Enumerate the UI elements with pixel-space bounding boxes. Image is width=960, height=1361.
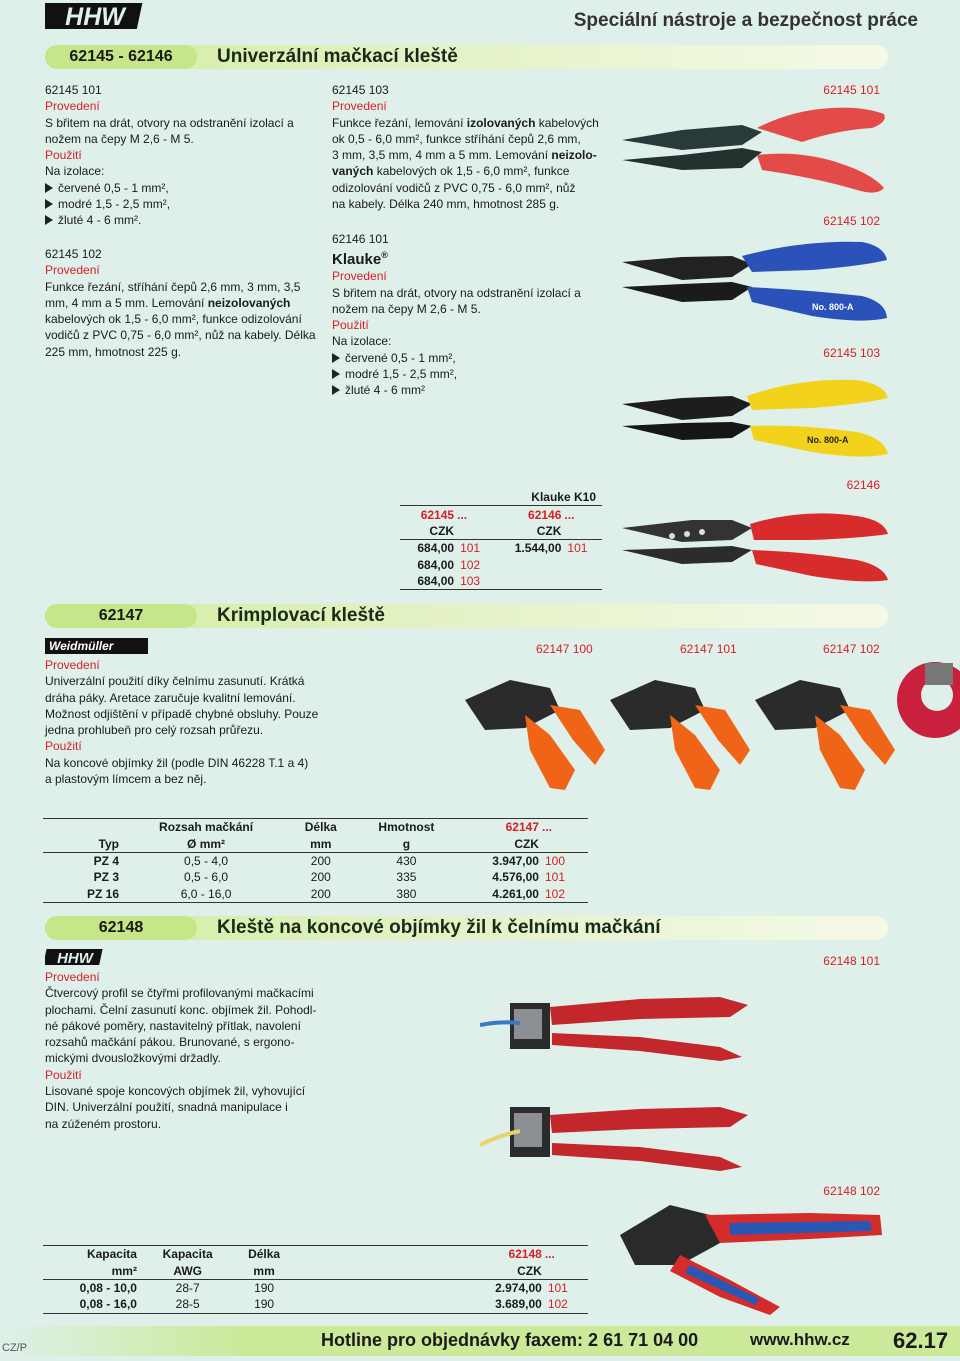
- pouziti-label: Použití: [45, 148, 82, 163]
- section-bar-62148: [45, 916, 888, 940]
- image-label: 62148 102: [823, 1184, 880, 1198]
- provedeni-label: Provedení: [45, 263, 100, 278]
- desc-line: dráha páky. Aretace zaručuje kvalitní lemování.: [45, 690, 296, 705]
- desc-line: a plastovým límcem a bez něj.: [45, 772, 207, 787]
- footer-web[interactable]: www.hhw.cz: [750, 1330, 850, 1349]
- image-label: 62147 101: [680, 642, 737, 656]
- item-code: 62145 102: [45, 247, 102, 261]
- svg-text:No. 800-A: No. 800-A: [807, 435, 849, 445]
- item-62146-101: [332, 231, 612, 399]
- desc-line: Na koncové objímky žil (podle DIN 46228 T.1 a 4): [45, 755, 309, 770]
- provedeni-label: Provedení: [332, 269, 387, 284]
- item-62145-101: [45, 82, 315, 229]
- arrow-right-icon: [332, 353, 340, 363]
- desc-line: S břitem na drát, otvory na odstranění izolací a: [332, 285, 581, 300]
- section-code: 62145 - 62146: [45, 45, 197, 69]
- color-line: modré 1,5 - 2,5 mm²,: [332, 366, 612, 382]
- section3-text: [45, 969, 335, 1132]
- crimper-red-blue-image: [610, 1195, 890, 1320]
- table-row: 0,08 - 16,0 28-5 190 3.689,00 102: [43, 1296, 588, 1313]
- crimper-orange-image: [745, 670, 905, 800]
- section-title: Univerzální mačkací kleště: [217, 46, 458, 67]
- arrow-right-icon: [45, 215, 53, 225]
- table-row: 0,08 - 10,0 28-7 190 2.974,00 101: [79, 1280, 568, 1295]
- desc-line: mickými dvousložkovými držadly.: [45, 1051, 221, 1066]
- svg-text:No. 800-A: No. 800-A: [812, 302, 854, 312]
- provedeni-label: Provedení: [45, 970, 100, 984]
- footer-lang: CZ/P: [2, 1342, 28, 1354]
- image-label: 62148 101: [823, 954, 880, 968]
- desc-line: na zúženém prostoru.: [45, 1116, 162, 1131]
- price-table-62147: Rozsah mačkání Délka Hmotnost 62147 ... Typ Ø mm² mm g CZK PZ 4 0,5 - 4,0 200 430 3.947,00 100 PZ 3 0,5 - 6,0 200 335 4.576,00 101 PZ 16 6,0 - 16,0 200 380 4.261,00 102: [43, 818, 588, 903]
- item-code: 62145 101: [45, 83, 102, 97]
- item-62145-103: [332, 82, 612, 212]
- desc-line: mm, 4 mm a 5 mm. Lemování neizolovaných: [45, 295, 291, 310]
- section-title: Krimplovací kleště: [217, 605, 385, 626]
- color-line: žluté 4 - 6 mm².: [45, 212, 315, 228]
- desc-line: Funkce řezání, lemování izolovaných kabelových: [332, 115, 599, 130]
- arrow-right-icon: [332, 369, 340, 379]
- table-row: PZ 16 6,0 - 16,0 200 380 4.261,00 102: [43, 886, 588, 903]
- crimper-yellow-image: [622, 368, 892, 468]
- section-bar-62145: [45, 45, 888, 69]
- desc-line: rozsahů mačkání pákou. Brunované, s ergono-: [45, 1035, 295, 1050]
- color-line: červené 0,5 - 1 mm²,: [332, 350, 612, 366]
- desc-line: Možnost odjištění v případě chybné obsluhy. Pouze: [45, 706, 319, 721]
- section-code: 62148: [45, 916, 197, 940]
- section-title: Kleště na koncové objímky žil k čelnímu mačkání: [217, 917, 661, 938]
- image-label: 62146: [846, 478, 880, 492]
- desc-line: Univerzální použití díky čelnímu zasunutí. Krátká: [45, 674, 305, 689]
- provedeni-label: Provedení: [332, 99, 387, 114]
- table-head-brand: Klauke K10: [531, 490, 596, 505]
- svg-text:HHW: HHW: [57, 950, 93, 967]
- price-table-62148: Kapacita Kapacita Délka 62148 ... mm² AWG mm CZK 0,08 - 10,0 28-7 190 2.974,00 101 0,08 - 16,0 28-5 190 3.689,00 102: [43, 1245, 588, 1314]
- item-62145-102: [45, 246, 325, 360]
- table-row: 684,00 102: [417, 557, 481, 572]
- image-label: 62145 101: [823, 83, 880, 97]
- table-row: PZ 4 0,5 - 4,0 200 430 3.947,00 100: [93, 853, 566, 868]
- crimper-red-image: [622, 100, 892, 200]
- item-code: 62146 101: [332, 232, 389, 246]
- page-header-title: Speciální nástroje a bezpečnost práce: [573, 10, 918, 31]
- section2-text: [45, 657, 335, 787]
- crimper-orange-image: [455, 670, 615, 800]
- section-bar-62147: [45, 604, 888, 628]
- desc-line: jedna prohlubeň pro celý rozsah průřezu.: [45, 723, 264, 738]
- arrow-right-icon: [45, 199, 53, 209]
- footer-page-number: 62.17: [893, 1328, 949, 1353]
- provedeni-label: Provedení: [45, 658, 100, 672]
- desc-line: vodičů z PVC 0,75 - 6,0 mm², nůž na kabely. Délka: [45, 328, 316, 343]
- desc-line: DIN. Univerzální použití, snadná manipulace i: [45, 1100, 288, 1115]
- hhw-logo-small: [45, 947, 103, 967]
- desc-line: plochami. Čelní zasunutí konc. objímek žil. Pohodl-: [45, 1002, 317, 1017]
- na-izolace: Na izolace:: [332, 334, 392, 349]
- image-label: 62147 102: [823, 642, 880, 656]
- item-code: 62145 103: [332, 83, 389, 97]
- color-line: žluté 4 - 6 mm²: [332, 382, 612, 398]
- pouziti-label: Použití: [45, 739, 82, 754]
- image-label: 62145 102: [823, 214, 880, 228]
- crimper-red-jaw-image: [480, 1095, 760, 1175]
- crimp-die-image: [895, 655, 960, 745]
- footer-hotline: Hotline pro objednávky faxem: 2 61 71 04 00: [321, 1330, 699, 1350]
- provedeni-text: S břitem na drát, otvory na odstranění izolací a nožem na čepy M 2,6 - M 5.: [45, 115, 294, 146]
- svg-text:HHW: HHW: [65, 3, 125, 31]
- color-line: modré 1,5 - 2,5 mm²,: [45, 196, 315, 212]
- table-row: PZ 3 0,5 - 6,0 200 335 4.576,00 101: [93, 870, 566, 885]
- price-table-62145: Klauke K10 62145 ... 62146 ... CZK CZK 684,00 101 1.544,00 101 684,00 102 684,00 103: [400, 489, 602, 590]
- desc-line: 225 mm, hmotnost 225 g.: [45, 344, 182, 359]
- klauke-crimper-image: [622, 498, 892, 588]
- arrow-right-icon: [45, 183, 53, 193]
- desc-line: Lisované spoje koncových objímek žil, vyhovující: [45, 1084, 306, 1099]
- desc-line: na kabely. Délka 240 mm, hmotnost 285 g.: [332, 197, 560, 212]
- image-label: 62145 103: [823, 346, 880, 360]
- table-row: 684,00 103: [400, 573, 602, 590]
- crimper-blue-image: [622, 232, 892, 332]
- desc-line: né pákové poměry, nastavitelný přítlak, navolení: [45, 1018, 301, 1033]
- table-head-code: 62145: [420, 507, 455, 522]
- desc-line: ok 0,5 - 6,0 mm², funkce stříhání čepů 2,6 mm,: [332, 131, 581, 146]
- pouziti-label: Použití: [45, 1067, 82, 1082]
- desc-line: 3 mm, 3,5 mm, 4 mm a 5 mm. Lemování neizolo-: [332, 148, 597, 163]
- brand-logo: [45, 0, 143, 32]
- pouziti-label: Použití: [332, 318, 369, 333]
- provedeni-label: Provedení: [45, 99, 100, 114]
- brand-klauke: Klauke®: [332, 250, 388, 269]
- crimper-orange-image: [600, 670, 760, 800]
- desc-line: odizolování vodičů z PVC 0,75 - 6,0 mm², nůž: [332, 180, 576, 195]
- table-row: 684,00 101 1.544,00 101: [417, 541, 588, 556]
- desc-line: vaných kabelových ok 1,5 - 6,0 mm², funkce: [332, 164, 570, 179]
- weidmuller-logo: Weidmüller: [45, 638, 148, 654]
- crimper-red-jaw-image: [480, 985, 760, 1065]
- arrow-right-icon: [332, 385, 340, 395]
- section-code: 62147: [45, 604, 197, 628]
- desc-line: kabelových ok 1,5 - 6,0 mm², funkce odizolování: [45, 312, 302, 327]
- desc-line: Čtvercový profil se čtyřmi profilovanými mačkacími: [45, 986, 314, 1001]
- image-label: 62147 100: [536, 642, 593, 656]
- desc-line: Funkce řezání, stříhání čepů 2,6 mm, 3 mm, 3,5: [45, 279, 301, 294]
- desc-line: nožem na čepy M 2,6 - M 5.: [332, 301, 481, 316]
- color-line: červené 0,5 - 1 mm²,: [45, 180, 315, 196]
- na-izolace: Na izolace:: [45, 164, 105, 179]
